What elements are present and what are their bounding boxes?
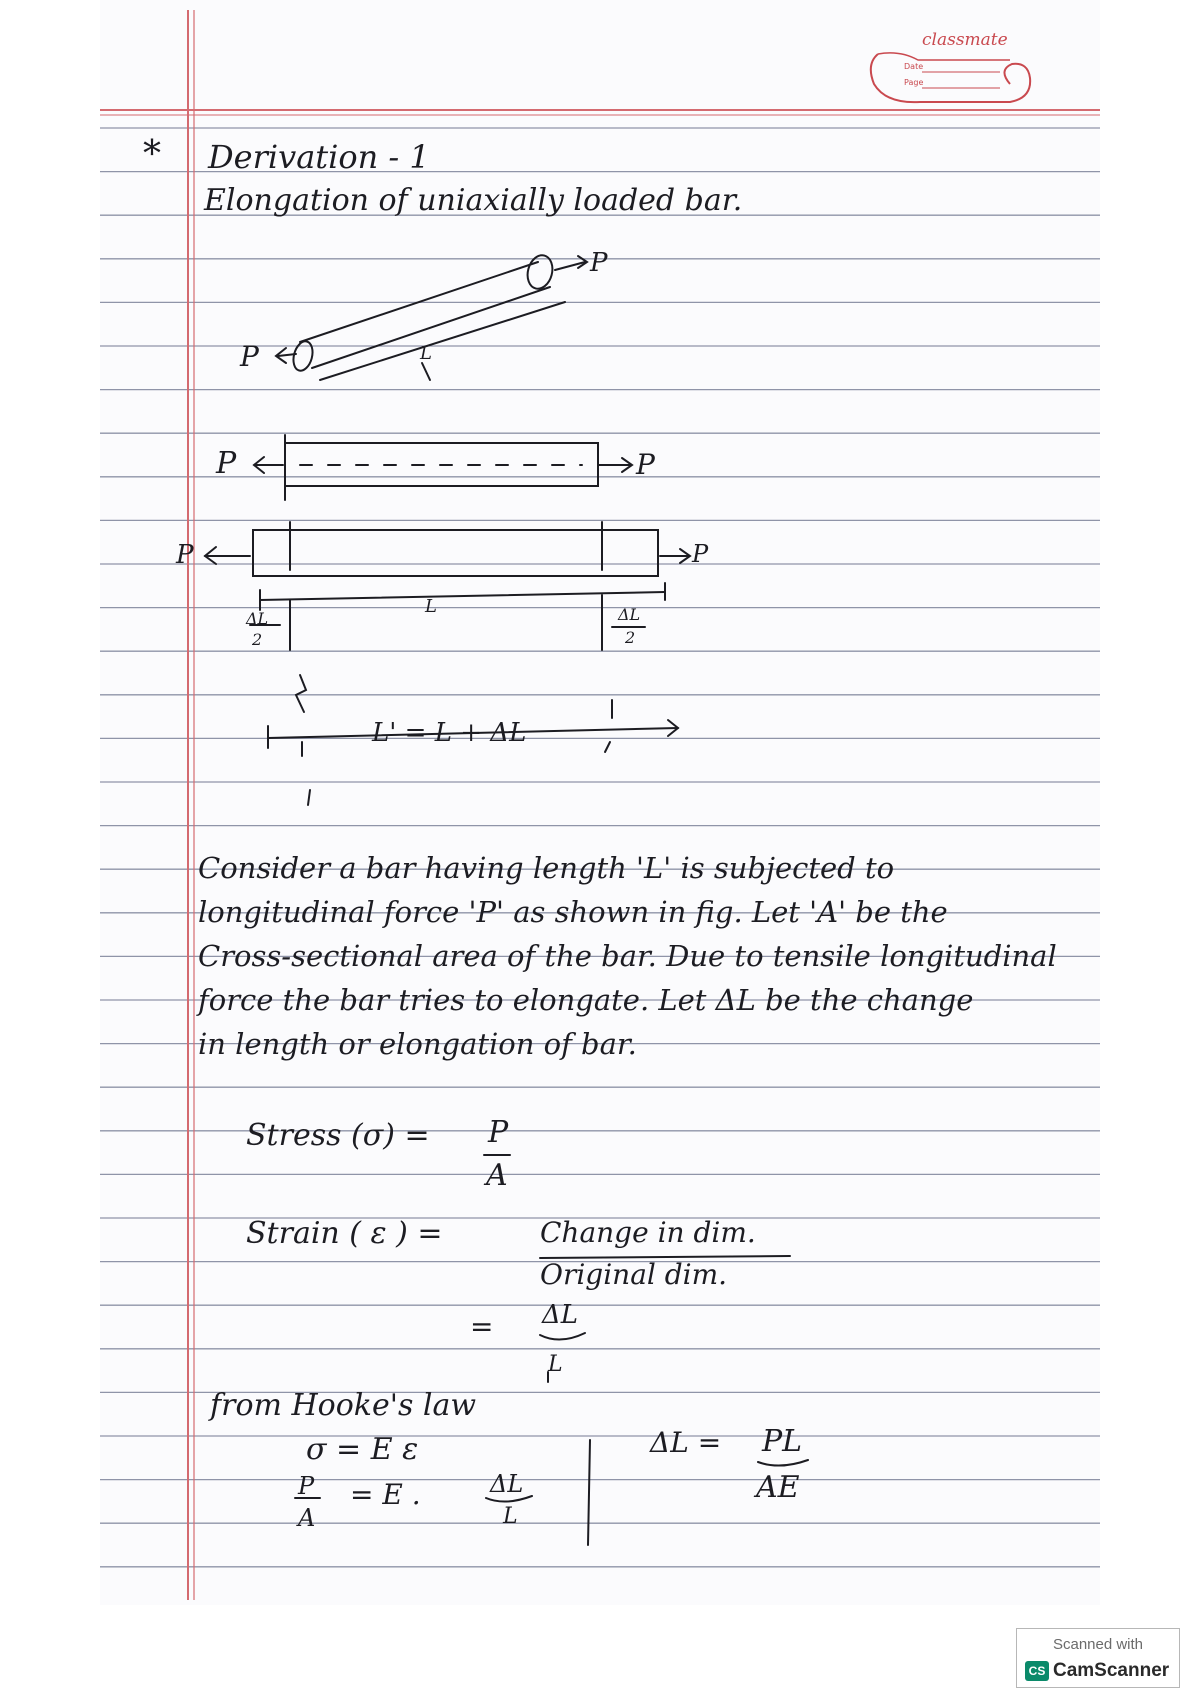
fig1-length-label: L — [420, 343, 432, 364]
strain-second-equals: = — [470, 1310, 494, 1343]
strain2-numerator: ΔL — [542, 1300, 579, 1330]
half-elongation-right-denominator: 2 — [625, 628, 636, 647]
logo-date-label: Date — [904, 62, 924, 71]
half-elongation-right-numerator: ΔL — [618, 605, 641, 624]
final-length-figure — [268, 700, 678, 805]
paragraph-line-4: force the bar tries to elongate. Let ΔL be the change — [198, 983, 974, 1017]
logo-brand: classmate — [922, 30, 1008, 50]
result-numerator: PL — [762, 1424, 803, 1459]
stress-numerator: P — [488, 1115, 509, 1150]
strain-denominator: Original dim. — [540, 1258, 728, 1291]
camscanner-brand: CamScanner — [1053, 1660, 1170, 1681]
result-lhs: ΔL = — [650, 1426, 722, 1459]
paragraph-line-1: Consider a bar having length 'L' is subjected to — [198, 851, 895, 885]
paragraph-line-5: in length or elongation of bar. — [198, 1027, 637, 1061]
hooke-equals-e: = E . — [350, 1478, 421, 1511]
scanned-with-text: Scanned with — [1052, 1636, 1144, 1653]
heading-subtitle: Elongation of uniaxially loaded bar. — [204, 183, 743, 218]
result-denominator: AE — [756, 1470, 800, 1505]
strain-lhs: Strain ( ε ) = — [246, 1216, 443, 1251]
hooke-equation-1: σ = E ε — [306, 1432, 419, 1467]
stress-lhs: Stress (σ) = — [246, 1118, 430, 1153]
half-elongation-left-numerator: ΔL — [246, 609, 269, 628]
final-length-label: L' = L + ΔL — [372, 718, 527, 748]
bar-figure-2 — [254, 435, 632, 500]
stress-denominator: A — [486, 1158, 508, 1193]
hooke-p-denominator: A — [298, 1504, 316, 1532]
fig3-right-force-label: P — [692, 540, 709, 568]
fig2-right-force-label: P — [636, 448, 655, 481]
camscanner-logo-icon: CS — [1025, 1661, 1049, 1681]
hooke-p-numerator: P — [298, 1472, 315, 1500]
classmate-logo — [860, 26, 1040, 112]
fig3-length-label: L — [425, 596, 437, 617]
camscanner-watermark — [1016, 1628, 1180, 1688]
hooke-dl-denominator: L — [503, 1504, 518, 1529]
heading-title: Derivation - 1 — [208, 138, 430, 176]
half-elongation-left-denominator: 2 — [252, 630, 263, 649]
hooke-title: from Hooke's law — [210, 1388, 477, 1423]
strain2-denominator: L — [548, 1352, 563, 1377]
paragraph-line-3: Cross-sectional area of the bar. Due to tensile longitudinal — [198, 939, 1057, 973]
fig1-right-force-label: P — [590, 248, 608, 278]
fig1-left-force-label: P — [240, 340, 259, 373]
explanation-paragraph — [198, 846, 1098, 1066]
logo-page-label: Page — [904, 78, 924, 87]
hooke-dl-numerator: ΔL — [490, 1470, 524, 1498]
paragraph-line-2: longitudinal force 'P' as shown in fig. Let 'A' be the — [198, 895, 948, 929]
fig2-left-force-label: P — [216, 446, 237, 481]
strain-numerator: Change in dim. — [540, 1216, 756, 1249]
fig3-left-force-label: P — [176, 540, 194, 570]
heading-bullet: * — [143, 134, 161, 175]
